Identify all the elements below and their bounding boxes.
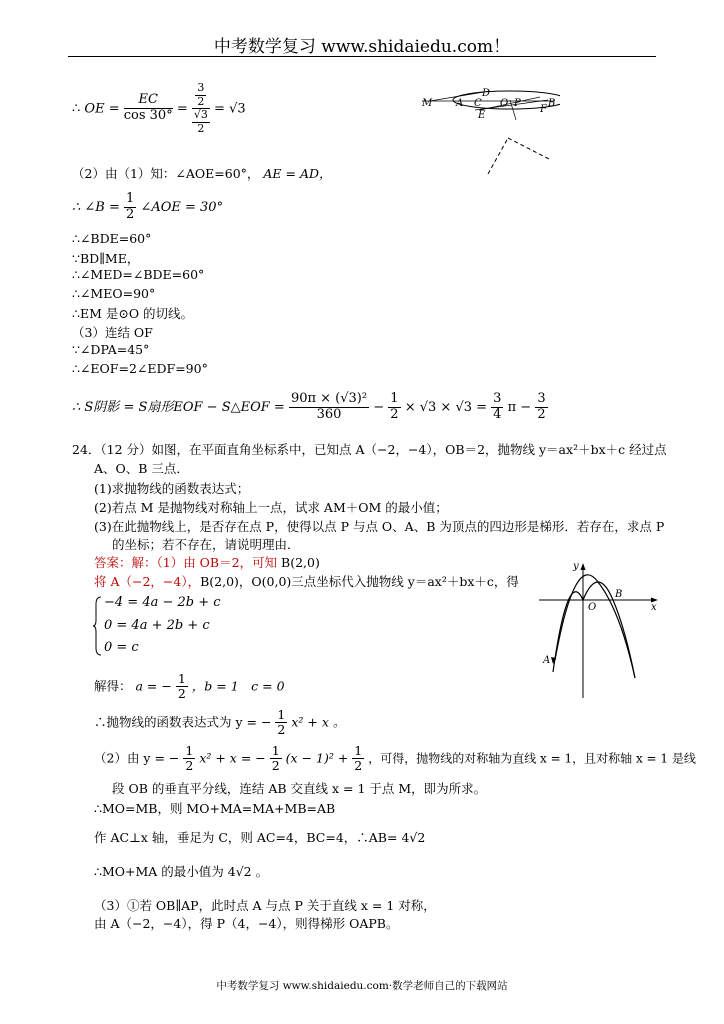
expression-line: ∴抛物线的函数表达式为 y = − $\frac{1}{2}$ x² + x 。 xyxy=(94,707,346,738)
part3-line-1: （3）①若 OB∥AP，此时点 A 与点 P 关于直线 x = 1 对称， xyxy=(94,898,436,913)
q24-sub-2: (2)若点 M 是抛物线对称轴上一点，试求 AM＋OM 的最小值； xyxy=(94,500,448,515)
proof-line-7: ∵∠DPA=45° xyxy=(72,342,150,357)
oe-fraction-2: $\frac{\frac{3}{2}}{\frac{√3}{2}}$ xyxy=(193,81,208,135)
label-o: O xyxy=(500,98,509,109)
label-y: y xyxy=(573,561,579,572)
q24-sub-3b: 的坐标；若不存在，请说明理由． xyxy=(112,537,300,552)
label-x: x xyxy=(651,602,657,613)
page-footer: 中考数学复习 www.shidaiedu.com·数学老师自己的下载网站 xyxy=(216,980,508,992)
min-line: ∴MO+MA 的最小值为 4√2 。 xyxy=(94,864,269,879)
q24-sub-3a: (3)在此抛物线上，是否存在点 P，使得以点 P 与点 O、A、B 为顶点的四边形是梯形．若存在，求点 P xyxy=(94,519,665,534)
proof-line-3: ∴∠MED=∠BDE=60° xyxy=(72,267,205,282)
system-eq-2: 0 = 4a + 2b + c xyxy=(104,618,210,633)
label-a: A xyxy=(456,98,464,109)
page-header: 中考数学复习 www.shidaiedu.com！ xyxy=(213,37,511,57)
step2-line: （2）由（1）知：∠AOE=60°， AE = AD， xyxy=(72,166,332,181)
system-eq-3: 0 = c xyxy=(104,640,139,655)
circle-figure xyxy=(420,80,560,180)
therefore-symbol: ∴ xyxy=(72,101,81,117)
dash-right xyxy=(508,138,551,160)
area-equation: ∴ S阴影 = S扇形EOF − S△EOF = $\frac{\text{90π × (√3)²}}{360}$ − $\frac{1}{2}$ × √3 × √3 = $\frac{3}{4}$ π − $\frac{3}{2}$ xyxy=(72,391,546,422)
q24-stem-2: A、O、B 三点． xyxy=(94,461,189,476)
part2-line-2: 段 OB 的垂直平分线，连结 AB 交直线 x = 1 于点 M，即为所求。 xyxy=(112,781,487,796)
parabola-curve xyxy=(553,582,635,678)
proof-line-5: ∴EM 是⊙O 的切线。 xyxy=(72,306,194,321)
label-b: B xyxy=(615,589,623,600)
label-d: D xyxy=(482,88,491,99)
label-m: M xyxy=(422,98,433,109)
answer-line-2: 将 A（−2，−4），B(2,0)，O(0,0)三点坐标代入抛物线 y＝ax²＋bx＋c，得 xyxy=(94,574,519,589)
header-divider xyxy=(68,56,656,57)
label-origin: O xyxy=(588,602,597,613)
proof-line-8: ∴∠EOF=2∠EDF=90° xyxy=(72,361,208,376)
proof-line-1: ∴∠BDE=60° xyxy=(72,231,152,246)
system-eq-1: −4 = 4a − 2b + c xyxy=(104,595,221,610)
answer-label: 答案：解：（1）由 OB＝2，可知 xyxy=(94,555,282,570)
proof-line-6: （3）连结 OF xyxy=(72,325,153,340)
part2-line-1: （2）由 y = − $\frac{1}{2}$ x² + x = − $\frac{1}{2}$ (x − 1)² + $\frac{1}{2}$ ，可得，抛物线的对称轴为直线 x = 1，且对称轴 x = 1 是线 xyxy=(94,743,696,774)
mo-line: ∴MO=MB，则 MO+MA=MA+MB=AB xyxy=(94,801,336,816)
q24-sub-1: (1)求抛物线的函数表达式； xyxy=(94,481,250,496)
ac-line: 作 AC⊥x 轴，垂足为 C，则 AC=4，BC=4，∴AB= 4√2 xyxy=(94,830,426,845)
proof-line-4: ∴∠MEO=90° xyxy=(72,286,156,301)
answer-line-1: 答案：解：（1）由 OB＝2，可知 B(2,0) xyxy=(94,555,320,570)
y-axis-arrow xyxy=(581,563,586,570)
angle-b-equation: ∴ ∠B = $\frac{1}{2}$ ∠AOE = 30° xyxy=(72,191,224,222)
label-c: C xyxy=(474,98,482,109)
parabola-figure xyxy=(535,560,665,700)
oe-fraction-1: $\frac{EC}{\cos 30^\circ}$ xyxy=(123,92,173,124)
system-brace xyxy=(92,596,102,656)
q24-stem-1: 24．（12 分）如图，在平面直角坐标系中，已知点 A（−2，−4），OB＝2，抛物线 y＝ax²＋bx＋c 经过点 xyxy=(72,442,667,457)
proof-line-2: ∵BD∥ME， xyxy=(72,251,140,266)
oe-lhs: OE = xyxy=(84,101,120,117)
dash-left xyxy=(488,138,508,174)
arc-equality: AE = AD， xyxy=(263,166,332,181)
oe-equation: ∴ OE = $\frac{EC}{\cos 30^\circ}$ = $\frac{\frac{3}{2}}{\frac{√3}{2}}$ = √3 xyxy=(72,81,246,135)
label-e: E xyxy=(478,110,486,121)
label-b: B xyxy=(548,98,556,109)
label-f: F xyxy=(540,104,547,115)
label-p: P xyxy=(514,98,521,109)
label-a: A xyxy=(543,655,551,666)
part3-line-2: 由 A（−2，−4），得 P（4，−4），则得梯形 OAPB。 xyxy=(94,916,399,931)
solve-line: 解得： a = − $\frac{1}{2}$ ，b = 1 c = 0 xyxy=(94,671,285,702)
